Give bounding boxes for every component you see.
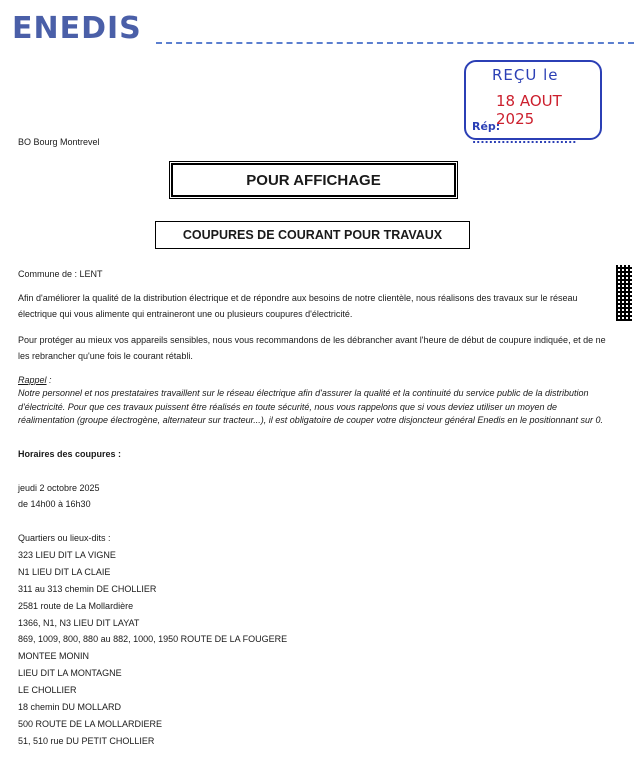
rappel-label: Rappel — [18, 375, 47, 385]
rappel-heading — [18, 374, 616, 388]
list-item: N1 LIEU DIT LA CLAIE — [18, 566, 111, 577]
list-item: 18 chemin DU MOLLARD — [18, 702, 122, 713]
list-item: MONTEE MONIN — [18, 651, 89, 662]
intro-paragraph: Afin d'améliorer la qualité de la distribution électrique et de répondre aux besoins de notre clientèle, nous réalisons des travaux sur le réseau électrique qui vous alimente qui entraineront une ou plusieurs coupures d'électricité. — [18, 293, 578, 319]
header-dashed-line — [156, 42, 634, 44]
advice-paragraph: Pour protéger au mieux vos appareils sensibles, nous vous recommandons de les débrancher avant l'heure de début de coupure indiquée, et de ne les rebrancher qu'une fois le courant rétabli. — [18, 335, 606, 361]
stamp-title: REÇU le — [492, 66, 559, 84]
page-subtitle-text: COUPURES DE COURANT POUR TRAVAUX — [182, 228, 443, 242]
list-item: 51, 510 rue DU PETIT CHOLLIER — [18, 735, 155, 746]
list-item: 311 au 313 chemin DE CHOLLIER — [18, 583, 157, 594]
stamp-date: 18 AOUT 2025 — [496, 92, 562, 128]
list-item: 1366, N1, N3 LIEU DIT LAYAT — [18, 617, 140, 628]
enedis-logo: ENEDIS — [12, 11, 142, 46]
quartiers-list — [18, 547, 287, 750]
quartiers-label: Quartiers ou lieux-dits : — [18, 533, 111, 543]
list-item: 323 LIEU DIT LA VIGNE — [18, 550, 116, 560]
received-stamp — [464, 60, 602, 146]
outage-date: jeudi 2 octobre 2025 — [18, 483, 100, 493]
page-title — [171, 163, 456, 197]
list-item: LE CHOLLIER — [18, 685, 77, 696]
datamatrix-code — [616, 265, 632, 321]
page-title-text: POUR AFFICHAGE — [246, 171, 381, 189]
list-item: 2581 route de La Mollardière — [18, 600, 134, 611]
page-subtitle — [155, 221, 470, 249]
stamp-reply: Rép: ......................... — [472, 120, 577, 146]
list-item: 869, 1009, 800, 880 au 882, 1000, 1950 ROUTE DE LA FOUGERE — [18, 634, 288, 645]
list-item: 500 ROUTE DE LA MOLLARDIERE — [18, 718, 163, 729]
outage-time: de 14h00 à 16h30 — [18, 499, 91, 509]
commune-line: Commune de : LENT — [18, 269, 103, 279]
list-item: LIEU DIT LA MONTAGNE — [18, 668, 122, 679]
rappel-text: Notre personnel et nos prestataires travaillent sur le réseau électrique afin d'assurer la qualité et la continuité du service public de la distribution d'électricité. Pour que ces travaux puissent être réalisés en toute sécurité, nous vous rappelons que si vous deviez utiliser un moyen de réalimentation (groupe électrogène, alternateur sur tracteur...), il est obligatoire de couper votre disjoncteur général Enedis en le positionnant sur 0. — [18, 388, 603, 425]
rappel-colon: : — [46, 375, 52, 385]
horaires-label: Horaires des coupures : — [18, 449, 122, 459]
sender-office: BO Bourg Montrevel — [18, 137, 100, 147]
